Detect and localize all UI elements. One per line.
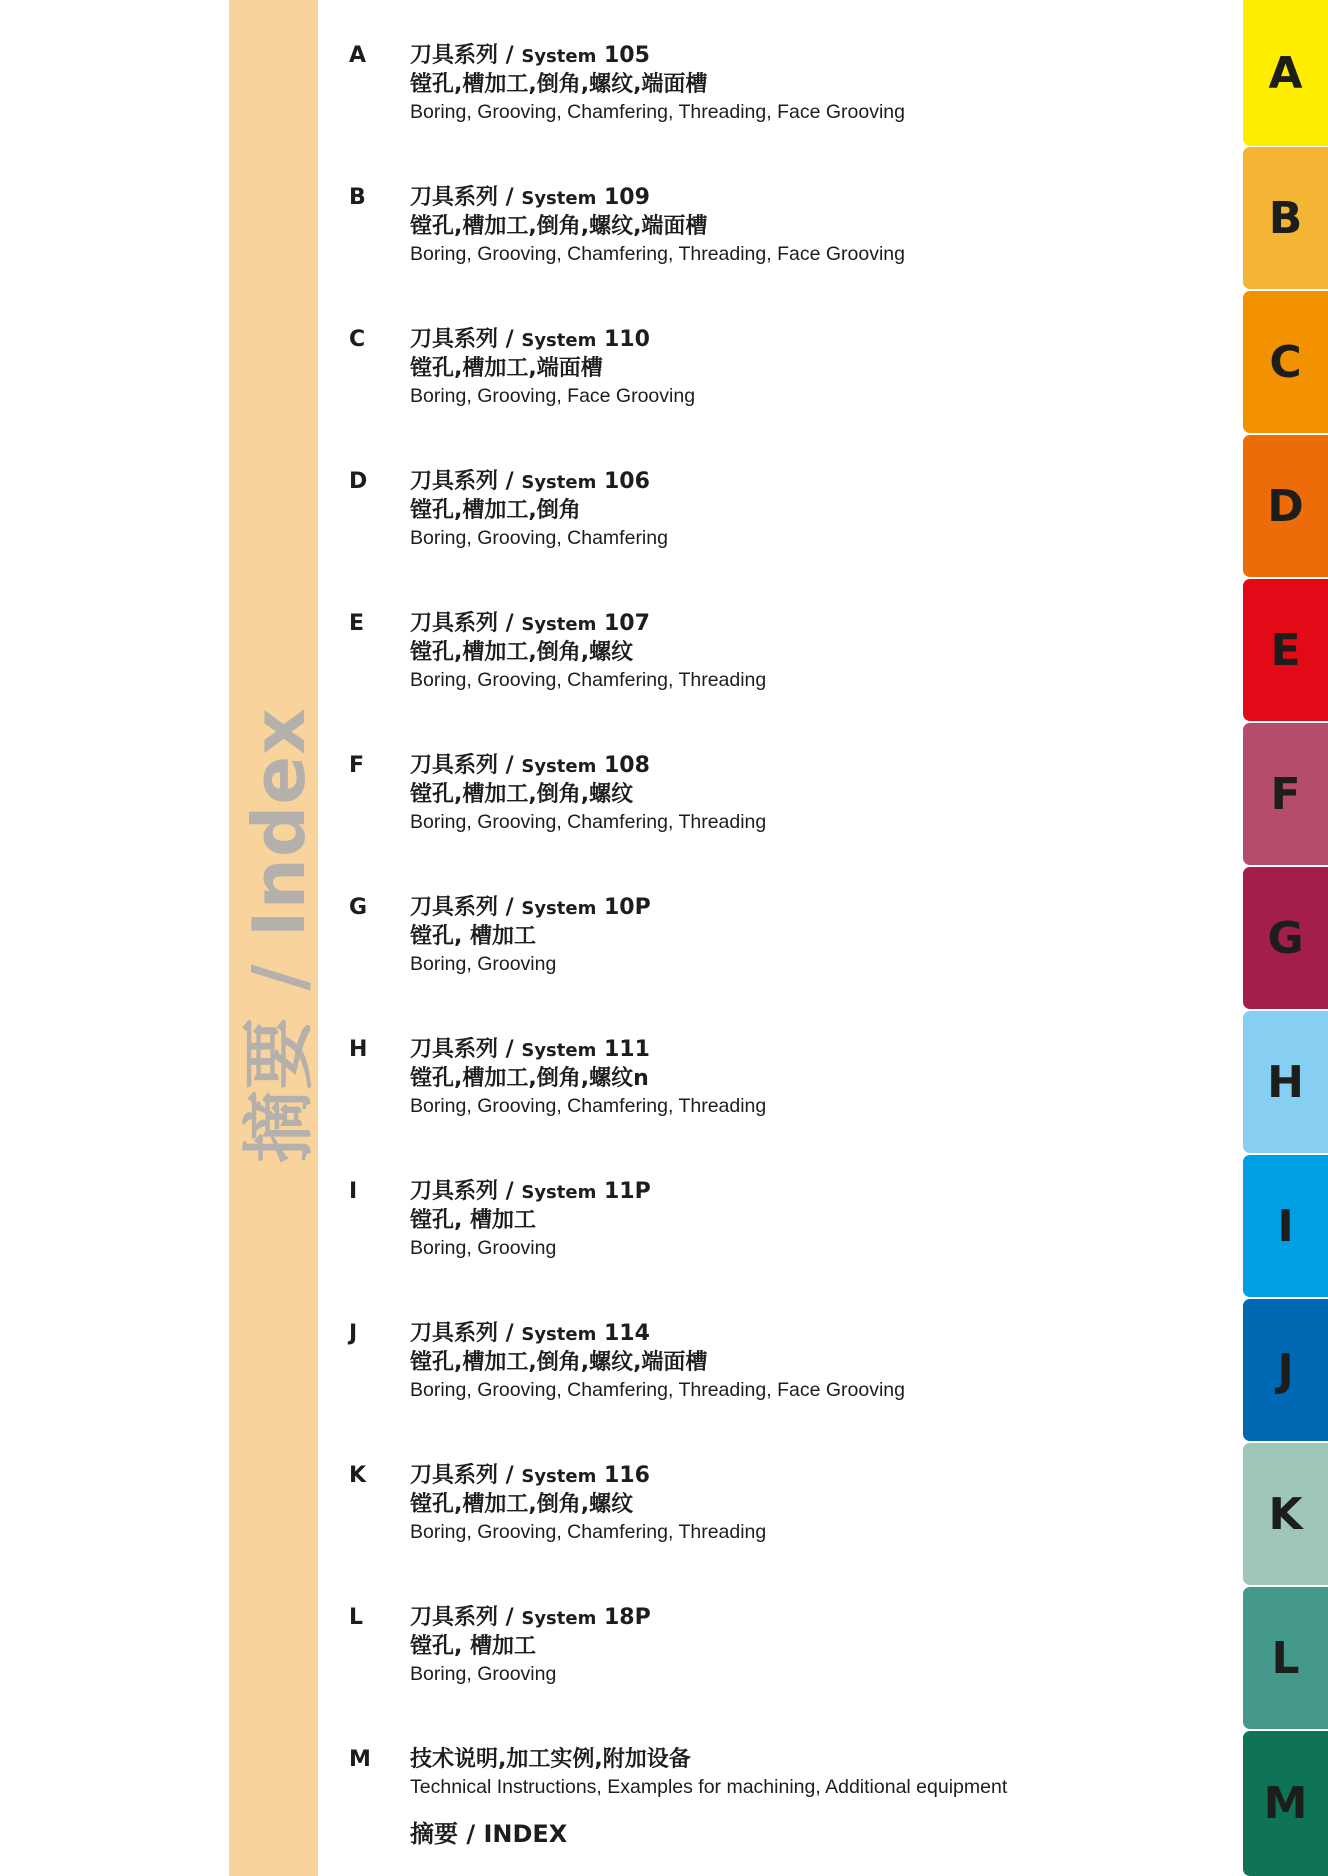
entry-subtitle: 镗孔,槽加工,倒角,螺纹,端面槽 (410, 72, 708, 97)
entry-title-number: 18P (596, 1605, 651, 1630)
entry-english: Boring, Grooving, Chamfering, Threading (410, 1521, 767, 1543)
entry-letter: J (349, 1321, 358, 1346)
entry-letter: E (349, 611, 365, 636)
entry-title (410, 468, 1190, 497)
entry-title-cn: 技术说明,加工实例,附加设备 (410, 1747, 691, 1772)
entry-letter: I (349, 1179, 358, 1204)
entry-title-cn: 刀具系列 / (410, 753, 522, 778)
entry-text (410, 1462, 1190, 1545)
entry-title (410, 610, 1190, 639)
entry-title (410, 1320, 1190, 1349)
entry-title-number: 108 (596, 753, 650, 778)
entry-title-number: 11P (596, 1179, 651, 1204)
entry-letter: D (349, 469, 368, 494)
entry-title-system: System (521, 614, 597, 635)
entry-letter: F (349, 753, 365, 778)
entry-title (410, 894, 1190, 923)
entry-title-system: System (521, 1040, 597, 1061)
entry-title-system: System (521, 1466, 597, 1487)
entry-title-cn: 刀具系列 / (410, 185, 522, 210)
entry-title-number: 110 (596, 327, 650, 352)
entry-title-cn: 刀具系列 / (410, 469, 522, 494)
entry-subtitle: 镗孔,槽加工,倒角,螺纹,端面槽 (410, 214, 708, 239)
entry-title-number: 10P (596, 895, 651, 920)
entry-title-system: System (521, 1608, 597, 1629)
section-tab-b[interactable]: B (1243, 147, 1328, 289)
entry-english: Boring, Grooving, Chamfering (410, 527, 668, 549)
entry-title-cn: 刀具系列 / (410, 611, 522, 636)
entry-title-system: System (521, 898, 597, 919)
entry-title-system: System (521, 472, 597, 493)
entry-title-number: 114 (596, 1321, 650, 1346)
entry-english: Boring, Grooving, Chamfering, Threading, Face Grooving (410, 101, 905, 123)
entry-subtitle: 镗孔,槽加工,倒角,螺纹 (410, 782, 634, 807)
entry-title-number: 106 (596, 469, 650, 494)
entry-title (410, 184, 1190, 213)
entry-title (410, 326, 1190, 355)
entry-letter: L (349, 1605, 364, 1630)
entry-text (410, 42, 1190, 125)
entry-letter: K (349, 1463, 367, 1488)
section-tab-a[interactable]: A (1243, 0, 1328, 146)
entry-text (410, 1036, 1190, 1119)
entry-text (410, 1746, 1190, 1800)
entry-letter: B (349, 185, 366, 210)
entry-english: Boring, Grooving (410, 953, 557, 975)
footer-title: 摘要 / INDEX (410, 1820, 568, 1848)
section-tab-d[interactable]: D (1243, 435, 1328, 577)
entry-title-cn: 刀具系列 / (410, 43, 522, 68)
entry-title-cn: 刀具系列 / (410, 1321, 522, 1346)
entry-title-number: 109 (596, 185, 650, 210)
side-title: 摘要 / Index (237, 707, 321, 1163)
entry-english: Boring, Grooving, Chamfering, Threading, Face Grooving (410, 243, 905, 265)
entry-english: Boring, Grooving (410, 1237, 557, 1259)
entry-title-system: System (521, 1324, 597, 1345)
section-tab-i[interactable]: I (1243, 1155, 1328, 1297)
entry-title-system: System (521, 1182, 597, 1203)
entry-english: Boring, Grooving, Chamfering, Threading (410, 1095, 767, 1117)
entry-subtitle: 镗孔,槽加工,倒角,螺纹 (410, 640, 634, 665)
entry-title (410, 1604, 1190, 1633)
section-tab-e[interactable]: E (1243, 579, 1328, 721)
entry-text (410, 1604, 1190, 1687)
entry-title-cn: 刀具系列 / (410, 1037, 522, 1062)
section-tab-j[interactable]: J (1243, 1299, 1328, 1441)
entry-english: Boring, Grooving, Chamfering, Threading (410, 811, 767, 833)
entry-title-cn: 刀具系列 / (410, 327, 522, 352)
entry-title-system: System (521, 756, 597, 777)
entry-title-number: 105 (596, 43, 650, 68)
entry-title (410, 1462, 1190, 1491)
entry-subtitle: 镗孔,槽加工,端面槽 (410, 356, 603, 381)
entry-title-cn: 刀具系列 / (410, 1463, 522, 1488)
entry-title (410, 1178, 1190, 1207)
entry-title-number: 111 (596, 1037, 650, 1062)
entry-text (410, 326, 1190, 409)
entry-text (410, 1178, 1190, 1261)
entry-title (410, 1036, 1190, 1065)
entry-title-system: System (521, 188, 597, 209)
entry-text (410, 894, 1190, 977)
entry-subtitle: 镗孔,槽加工,倒角,螺纹,端面槽 (410, 1350, 708, 1375)
section-tab-f[interactable]: F (1243, 723, 1328, 865)
entry-english: Boring, Grooving, Chamfering, Threading, Face Grooving (410, 1379, 905, 1401)
entry-title-number: 107 (596, 611, 650, 636)
entry-text (410, 1320, 1190, 1403)
entry-text (410, 610, 1190, 693)
entry-title-system: System (521, 330, 597, 351)
entry-title (410, 752, 1190, 781)
entry-english: Boring, Grooving, Chamfering, Threading (410, 669, 767, 691)
entry-title-cn: 刀具系列 / (410, 1179, 522, 1204)
entry-letter: C (349, 327, 366, 352)
entry-subtitle: 镗孔,槽加工,倒角 (410, 498, 581, 523)
section-tab-l[interactable]: L (1243, 1587, 1328, 1729)
entry-title-system: System (521, 46, 597, 67)
entry-title-cn: 刀具系列 / (410, 895, 522, 920)
entry-subtitle: 镗孔,槽加工,倒角,螺纹 (410, 1492, 634, 1517)
entry-text (410, 468, 1190, 551)
section-tab-g[interactable]: G (1243, 867, 1328, 1009)
entry-english: Boring, Grooving, Face Grooving (410, 385, 696, 407)
section-tab-m[interactable]: M (1243, 1731, 1328, 1876)
section-tab-c[interactable]: C (1243, 291, 1328, 433)
entry-letter: A (349, 43, 367, 68)
section-tab-h[interactable]: H (1243, 1011, 1328, 1153)
entry-title (410, 1746, 1190, 1774)
entry-subtitle: 镗孔, 槽加工 (410, 1634, 537, 1659)
entry-letter: H (349, 1037, 368, 1062)
entry-subtitle: 镗孔, 槽加工 (410, 924, 537, 949)
entry-text (410, 752, 1190, 835)
entry-title-cn: 刀具系列 / (410, 1605, 522, 1630)
entry-text (410, 184, 1190, 267)
entry-english: Boring, Grooving (410, 1663, 557, 1685)
entry-letter: M (349, 1747, 371, 1772)
entry-title (410, 42, 1190, 71)
entry-subtitle: 镗孔, 槽加工 (410, 1208, 537, 1233)
entry-letter: G (349, 895, 368, 920)
section-tab-k[interactable]: K (1243, 1443, 1328, 1585)
entry-subtitle: 镗孔,槽加工,倒角,螺纹n (410, 1066, 649, 1091)
entry-title-number: 116 (596, 1463, 650, 1488)
entry-english: Technical Instructions, Examples for machining, Additional equipment (410, 1776, 1008, 1798)
